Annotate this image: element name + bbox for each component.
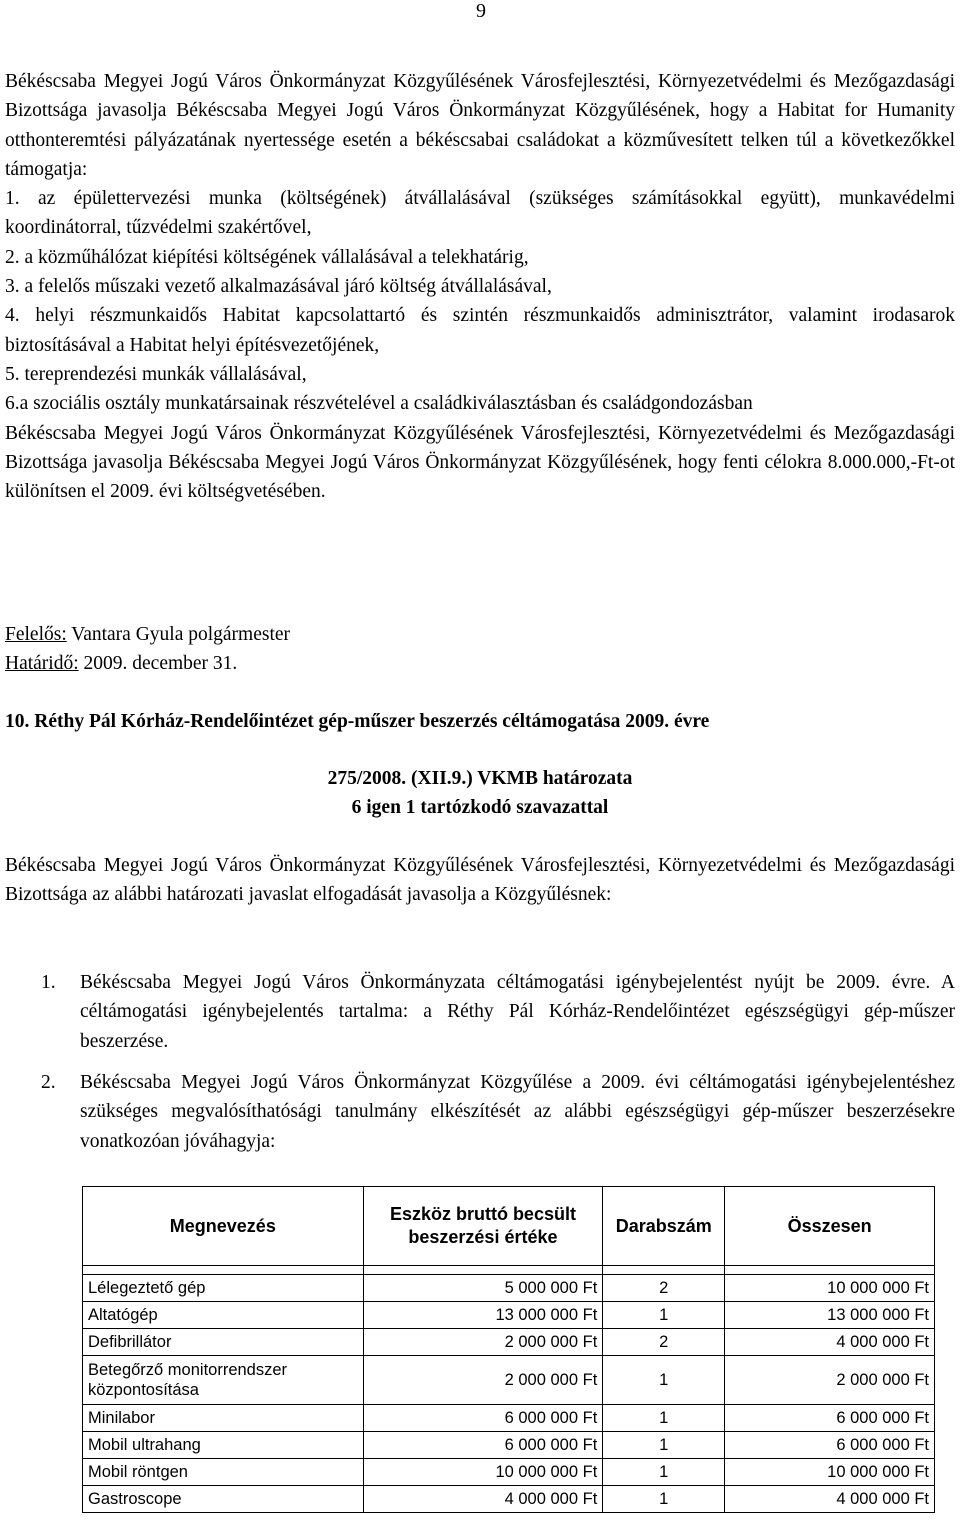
section-heading: 10. Réthy Pál Kórház-Rendelőintézet gép-műszer beszerzés céltámogatása 2009. évre <box>5 711 710 732</box>
responsible-line <box>5 620 955 649</box>
cell-total: 10 000 000 Ft <box>725 1459 935 1486</box>
point-number: 2. <box>41 1072 56 1093</box>
cell-name: Mobil röntgen <box>83 1459 364 1486</box>
section-10 <box>5 707 955 736</box>
header-name: Megnevezés <box>83 1187 364 1266</box>
table-row <box>83 1356 935 1405</box>
budget-paragraph: Békéscsaba Megyei Jogú Város Önkormányzat Közgyűlésének Városfejlesztési, Környezetvédelmi és Mezőgazdasági Bizottsága javasolja Békéscsaba Megyei Jogú Város Önkormányzat Közgyűlésének, hogy fenti célokra 8.000.000,-Ft-ot különítsen el 2009. évi költségvetésében. <box>5 422 955 503</box>
table-row <box>83 1302 935 1329</box>
cell-quantity: 2 <box>603 1275 725 1302</box>
point-text: Békéscsaba Megyei Jogú Város Önkormányzata céltámogatási igénybejelentést nyújt be 2009. évre. A céltámogatási igénybejelentés tartalma: a Réthy Pál Kórház-Rendelőintézet egészségügyi gép-műszer beszerzése. <box>80 972 955 1052</box>
resolution-intro: Békéscsaba Megyei Jogú Város Önkormányzat Közgyűlésének Városfejlesztési, Környezetvédelmi és Mezőgazdasági Bizottsága az alábbi határozati javaslat elfogadását javasolja a Közgyűlésnek: <box>5 855 955 906</box>
table-row <box>83 1432 935 1459</box>
cell-quantity: 1 <box>603 1356 725 1405</box>
cell-total: 2 000 000 Ft <box>725 1356 935 1405</box>
cell-quantity: 2 <box>603 1329 725 1356</box>
cell-unit-value: 6 000 000 Ft <box>363 1432 603 1459</box>
table-row <box>83 1486 935 1513</box>
deadline-value: 2009. december 31. <box>78 653 238 675</box>
cell-name: Minilabor <box>83 1405 364 1432</box>
table-row <box>83 1275 935 1302</box>
cell-unit-value: 4 000 000 Ft <box>363 1486 603 1513</box>
page-number: 9 <box>476 0 486 22</box>
equipment-table <box>82 1186 935 1513</box>
cell-name: Defibrillátor <box>83 1329 364 1356</box>
cell-total: 6 000 000 Ft <box>725 1432 935 1459</box>
point-number: 1. <box>41 972 56 993</box>
deadline-label: Határidő: <box>5 653 79 675</box>
cell-unit-value: 2 000 000 Ft <box>363 1356 603 1405</box>
header-total: Összesen <box>725 1187 935 1266</box>
cell-total: 10 000 000 Ft <box>725 1275 935 1302</box>
cell-name: Gastroscope <box>83 1486 364 1513</box>
intro-section <box>5 67 955 506</box>
cell-unit-value: 13 000 000 Ft <box>363 1302 603 1329</box>
cell-total: 4 000 000 Ft <box>725 1329 935 1356</box>
resolution-title: 275/2008. (XII.9.) VKMB határozata <box>327 768 633 789</box>
resolution-body <box>5 851 955 910</box>
cell-name: Betegőrző monitorrendszer központosítása <box>83 1356 364 1405</box>
resolution-header <box>5 764 955 822</box>
resolution-point-1 <box>5 968 955 1056</box>
cell-quantity: 1 <box>603 1405 725 1432</box>
cell-name: Lélegeztető gép <box>83 1275 364 1302</box>
header-unit-value: Eszköz bruttó becsült beszerzési értéke <box>363 1187 603 1266</box>
support-item-6: 6.a szociális osztály munkatársainak részvételével a családkiválasztásban és családgondozásban <box>5 393 753 415</box>
responsible-label: Felelős: <box>5 624 67 645</box>
support-item-1: 1. az épülettervezési munka (költségének) átvállalásával (szükséges számításokkal együtt), munkavédelmi koordinátorral, tűzvédelmi szakértővel, <box>5 188 955 239</box>
resolution-vote: 6 igen 1 tartózkodó szavazattal <box>351 797 609 818</box>
responsibility-section <box>5 620 955 679</box>
table-row <box>83 1459 935 1486</box>
cell-unit-value: 5 000 000 Ft <box>363 1275 603 1302</box>
header-quantity: Darabszám <box>603 1187 725 1266</box>
support-item-4: 4. helyi részmunkaidős Habitat kapcsolattartó és szintén részmunkaidős adminisztrátor, valamint irodasarok biztosításával a Habitat helyi építésvezetőjének, <box>5 305 955 356</box>
cell-total: 4 000 000 Ft <box>725 1486 935 1513</box>
support-item-5: 5. tereprendezési munkák vállalásával, <box>5 363 307 385</box>
intro-paragraph: Békéscsaba Megyei Jogú Város Önkormányzat Közgyűlésének Városfejlesztési, Környezetvédelmi és Mezőgazdasági Bizottsága javasolja Békéscsaba Megyei Jogú Város Önkormányzat Közgyűlésének, hogy a Habitat for Humanity otthonteremtési pályázatának nyertessége esetén a békéscsabai családokat a közművesített telken túl a következőkkel támogatja: <box>5 71 955 180</box>
cell-name: Mobil ultrahang <box>83 1432 364 1459</box>
cell-quantity: 1 <box>603 1302 725 1329</box>
deadline-line <box>5 649 955 678</box>
point-text: Békéscsaba Megyei Jogú Város Önkormányzat Közgyűlése a 2009. évi céltámogatási igénybejelentéshez szükséges megvalósíthatósági tanulmány elkészítését az alábbi egészségügyi gép-műszer beszerzésekre vonatkozóan jóváhagyja: <box>80 1072 955 1152</box>
cell-total: 6 000 000 Ft <box>725 1405 935 1432</box>
cell-unit-value: 2 000 000 Ft <box>363 1329 603 1356</box>
cell-name: Altatógép <box>83 1302 364 1329</box>
cell-quantity: 1 <box>603 1486 725 1513</box>
cell-unit-value: 10 000 000 Ft <box>363 1459 603 1486</box>
table-header-row <box>83 1187 935 1266</box>
table-spacer-row <box>83 1266 935 1275</box>
table-row <box>83 1405 935 1432</box>
cell-unit-value: 6 000 000 Ft <box>363 1405 603 1432</box>
support-item-3: 3. a felelős műszaki vezető alkalmazásával járó költség átvállalásával, <box>5 276 552 298</box>
cell-quantity: 1 <box>603 1459 725 1486</box>
table-row <box>83 1329 935 1356</box>
support-item-2: 2. a közműhálózat kiépítési költségének vállalásával a telekhatárig, <box>5 246 529 268</box>
cell-quantity: 1 <box>603 1432 725 1459</box>
resolution-point-2 <box>5 1068 955 1156</box>
cell-total: 13 000 000 Ft <box>725 1302 935 1329</box>
responsible-value: Vantara Gyula polgármester <box>66 624 291 645</box>
